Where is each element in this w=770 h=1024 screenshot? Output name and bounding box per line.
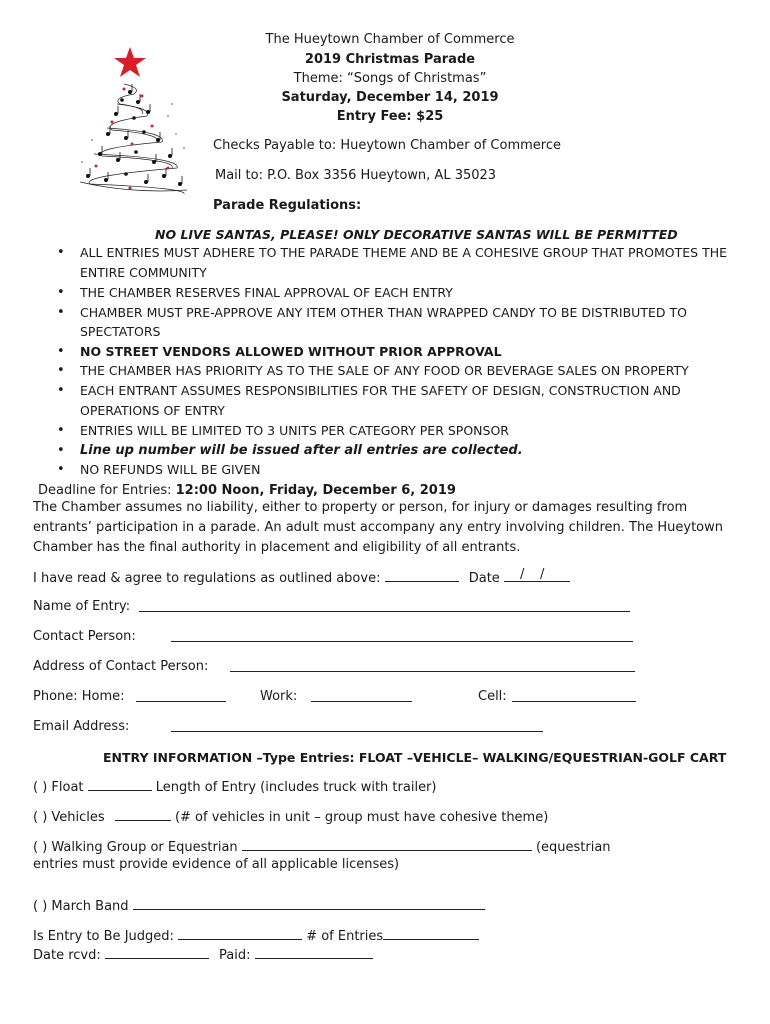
date-rcvd-field[interactable]: [105, 946, 209, 959]
band-field[interactable]: [133, 897, 485, 910]
judged-row: [33, 927, 479, 944]
contact-field[interactable]: [171, 629, 633, 642]
float-description: Length of Entry (includes truck with trailer): [155, 780, 437, 795]
no-live-santas: NO LIVE SANTAS, PLEASE! ONLY DECORATIVE SANTAS WILL BE PERMITTED: [155, 227, 678, 242]
band-row: [33, 897, 485, 914]
judged-label: Is Entry to Be Judged:: [33, 929, 174, 944]
phone-cell-field[interactable]: [512, 689, 636, 702]
entry-fee: Entry Fee: $25: [336, 109, 444, 124]
phone-home-field[interactable]: [136, 689, 226, 702]
entry-name-label: Name of Entry:: [33, 599, 131, 614]
email-label: Email Address:: [33, 719, 130, 734]
deadline-label: Deadline for Entries:: [38, 483, 176, 498]
work-label: Work:: [260, 689, 298, 704]
email-field[interactable]: [171, 719, 543, 732]
date-separator: /: [539, 567, 545, 582]
agree-date-field[interactable]: [504, 569, 570, 582]
bullet: •: [57, 462, 65, 477]
phone-home-label: Phone: Home:: [33, 689, 125, 704]
paid-label: Paid:: [219, 948, 251, 963]
address-field[interactable]: [230, 659, 635, 672]
float-row: [33, 778, 436, 795]
rule-item: ALL ENTRIES MUST ADHERE TO THE PARADE THEME AND BE A COHESIVE GROUP THAT PROMOTES THE: [80, 245, 728, 260]
walking-description: (equestrian: [535, 840, 611, 855]
entry-info-title: ENTRY INFORMATION –Type Entries: FLOAT –VEHICLE– WALKING/EQUESTRIAN-GOLF CART: [103, 750, 727, 765]
rule-item: ENTRIES WILL BE LIMITED TO 3 UNITS PER CATEGORY PER SPONSOR: [80, 423, 509, 438]
walking-checkbox[interactable]: ( ) Walking Group or Equestrian: [33, 840, 238, 855]
float-checkbox[interactable]: ( ) Float: [33, 780, 84, 795]
bullet: •: [57, 383, 65, 398]
bullet: •: [57, 344, 65, 359]
mail-address: Mail to: P.O. Box 3356 Hueytown, AL 35023: [215, 168, 497, 183]
entry-name-field[interactable]: [139, 599, 630, 612]
liability-line: entrants’ participation in a parade. An adult must accompany any entry involving children. The Hueytown: [33, 520, 723, 535]
rule-item: CHAMBER MUST PRE-APPROVE ANY ITEM OTHER THAN WRAPPED CANDY TO BE DISTRIBUTED TO: [80, 305, 687, 320]
rule-item: NO STREET VENDORS ALLOWED WITHOUT PRIOR APPROVAL: [80, 344, 502, 359]
phone-work-field[interactable]: [311, 689, 412, 702]
date-label: Date: [468, 571, 500, 586]
bullet: •: [57, 245, 65, 260]
rule-item: THE CHAMBER HAS PRIORITY AS TO THE SALE OF ANY FOOD OR BEVERAGE SALES ON PROPERTY: [80, 363, 689, 378]
agree-label: I have read & agree to regulations as outlined above:: [33, 571, 381, 586]
paid-field[interactable]: [255, 946, 373, 959]
contact-label: Contact Person:: [33, 629, 136, 644]
rule-item: OPERATIONS OF ENTRY: [80, 403, 225, 418]
vehicles-row: [33, 808, 548, 825]
agree-row: [33, 569, 570, 586]
org-name: The Hueytown Chamber of Commerce: [265, 32, 515, 47]
walking-field[interactable]: [242, 838, 532, 851]
event-theme: Theme: “Songs of Christmas”: [293, 71, 487, 86]
walking-note: entries must provide evidence of all applicable licenses): [33, 857, 400, 872]
date-rcvd-label: Date rcvd:: [33, 948, 101, 963]
liability-line: The Chamber assumes no liability, either to property or person, for injury or damages resulting from: [33, 500, 688, 515]
cell-label: Cell:: [478, 689, 507, 704]
event-title: 2019 Christmas Parade: [304, 52, 476, 67]
liability-line: Chamber has the final authority in placement and eligibility of all entrants.: [33, 540, 521, 555]
band-checkbox[interactable]: ( ) March Band: [33, 899, 129, 914]
deadline-value: 12:00 Noon, Friday, December 6, 2019: [175, 483, 456, 498]
rule-item: NO REFUNDS WILL BE GIVEN: [80, 462, 261, 477]
star-icon: [114, 47, 146, 77]
bullet: •: [57, 285, 65, 300]
office-row: [33, 946, 373, 963]
rule-item: THE CHAMBER RESERVES FINAL APPROVAL OF EACH ENTRY: [80, 285, 453, 300]
vehicles-description: (# of vehicles in unit – group must have cohesive theme): [174, 810, 549, 825]
date-separator: /: [519, 567, 525, 582]
num-entries-field[interactable]: [383, 927, 479, 940]
bullet: •: [57, 423, 65, 438]
judged-field[interactable]: [178, 927, 302, 940]
vehicles-count-field[interactable]: [115, 808, 171, 821]
bullet: •: [57, 305, 65, 320]
rule-item: Line up number will be issued after all entries are collected.: [80, 443, 523, 458]
christmas-tree-music-notes-image: [72, 44, 192, 204]
rule-item: ENTIRE COMMUNITY: [80, 265, 207, 280]
float-length-field[interactable]: [88, 778, 152, 791]
rule-item: EACH ENTRANT ASSUMES RESPONSIBILITIES FOR THE SAFETY OF DESIGN, CONSTRUCTION AND: [80, 383, 681, 398]
rule-item: SPECTATORS: [80, 324, 161, 339]
walking-row: [33, 838, 611, 855]
event-date: Saturday, December 14, 2019: [281, 90, 499, 105]
regulations-title: Parade Regulations:: [213, 198, 362, 213]
address-label: Address of Contact Person:: [33, 659, 209, 674]
checks-payable: Checks Payable to: Hueytown Chamber of Commerce: [213, 138, 561, 153]
deadline: [38, 483, 456, 498]
bullet: •: [57, 443, 65, 458]
bullet: •: [57, 363, 65, 378]
agree-signature-field[interactable]: [385, 569, 459, 582]
vehicles-checkbox[interactable]: ( ) Vehicles: [33, 810, 105, 825]
num-entries-label: # of Entries: [306, 929, 384, 944]
